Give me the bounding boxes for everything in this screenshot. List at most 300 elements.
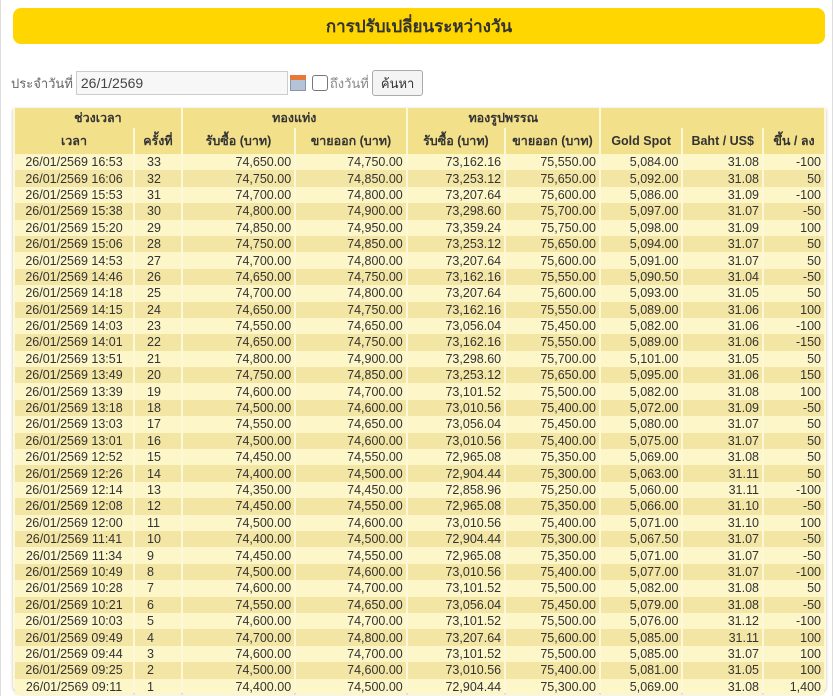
table-row: [15, 449, 824, 465]
cell-baht-usd: 31.06: [683, 302, 762, 318]
cell-change: 100: [764, 515, 824, 531]
cell-round: 5: [135, 613, 181, 629]
cell-bar-buy: 74,800.00: [183, 351, 294, 367]
table-row: [15, 531, 824, 547]
table-row: [15, 416, 824, 432]
cell-jewelry-buy: 73,010.56: [408, 400, 504, 416]
cell-change: -100: [764, 613, 824, 629]
cell-gold-spot: 5,084.00: [601, 154, 682, 170]
group-header-period: ช่วงเวลา: [15, 108, 181, 128]
cell-bar-sell: 74,450.00: [296, 482, 406, 498]
cell-jewelry-buy: 72,904.44: [408, 465, 504, 481]
cell-gold-spot: 5,085.00: [601, 646, 682, 662]
col-header-jewelry-buy: รับซื้อ (บาท): [408, 128, 504, 154]
cell-time: 26/01/2569 10:03: [15, 613, 133, 629]
cell-jewelry-sell: 75,500.00: [506, 383, 599, 399]
table-row: [15, 547, 824, 563]
table-row: [15, 564, 824, 580]
cell-round: 2: [135, 662, 181, 678]
cell-round: 22: [135, 334, 181, 350]
cell-jewelry-sell: 75,400.00: [506, 564, 599, 580]
cell-bar-buy: 74,750.00: [183, 236, 294, 252]
cell-jewelry-buy: 72,904.44: [408, 531, 504, 547]
cell-baht-usd: 31.08: [683, 679, 762, 695]
cell-time: 26/01/2569 14:46: [15, 269, 133, 285]
cell-jewelry-buy: 73,162.16: [408, 302, 504, 318]
cell-bar-sell: 74,600.00: [296, 400, 406, 416]
table-row: [15, 187, 824, 203]
cell-jewelry-buy: 72,965.08: [408, 498, 504, 514]
cell-jewelry-buy: 73,207.64: [408, 285, 504, 301]
cell-bar-sell: 74,950.00: [296, 220, 406, 236]
cell-bar-sell: 74,600.00: [296, 433, 406, 449]
cell-round: 33: [135, 154, 181, 170]
cell-bar-buy: 74,450.00: [183, 449, 294, 465]
cell-baht-usd: 31.05: [683, 285, 762, 301]
cell-bar-sell: 74,500.00: [296, 531, 406, 547]
cell-bar-sell: 74,800.00: [296, 252, 406, 268]
cell-jewelry-buy: 73,010.56: [408, 564, 504, 580]
cell-bar-buy: 74,500.00: [183, 515, 294, 531]
cell-round: 16: [135, 433, 181, 449]
cell-time: 26/01/2569 15:20: [15, 220, 133, 236]
cell-gold-spot: 5,075.00: [601, 433, 682, 449]
cell-jewelry-sell: 75,750.00: [506, 220, 599, 236]
cell-jewelry-sell: 75,700.00: [506, 351, 599, 367]
cell-baht-usd: 31.11: [683, 465, 762, 481]
cell-change: -100: [764, 187, 824, 203]
cell-bar-buy: 74,400.00: [183, 465, 294, 481]
cell-bar-sell: 74,550.00: [296, 547, 406, 563]
cell-round: 30: [135, 203, 181, 219]
cell-change: -50: [764, 400, 824, 416]
cell-time: 26/01/2569 09:25: [15, 662, 133, 678]
cell-bar-buy: 74,500.00: [183, 662, 294, 678]
cell-gold-spot: 5,082.00: [601, 318, 682, 334]
col-header-bar-buy: รับซื้อ (บาท): [183, 128, 294, 154]
cell-time: 26/01/2569 15:53: [15, 187, 133, 203]
table-row: [15, 679, 824, 695]
table-row: [15, 302, 824, 318]
cell-jewelry-sell: 75,500.00: [506, 613, 599, 629]
cell-round: 23: [135, 318, 181, 334]
cell-gold-spot: 5,095.00: [601, 367, 682, 383]
cell-jewelry-buy: 73,010.56: [408, 515, 504, 531]
cell-time: 26/01/2569 09:49: [15, 629, 133, 645]
col-header-gold-spot: Gold Spot: [601, 128, 682, 154]
cell-gold-spot: 5,092.00: [601, 170, 682, 186]
table-row: [15, 220, 824, 236]
cell-gold-spot: 5,097.00: [601, 203, 682, 219]
cell-change: 1,400: [764, 679, 824, 695]
cell-change: -50: [764, 547, 824, 563]
cell-jewelry-buy: 73,162.16: [408, 154, 504, 170]
table-row: [15, 351, 824, 367]
cell-change: 50: [764, 580, 824, 596]
cell-jewelry-buy: 73,056.04: [408, 416, 504, 432]
cell-bar-sell: 74,700.00: [296, 646, 406, 662]
group-header-gold-jewelry: ทองรูปพรรณ: [408, 108, 599, 128]
cell-bar-buy: 74,700.00: [183, 187, 294, 203]
cell-jewelry-sell: 75,400.00: [506, 662, 599, 678]
cell-gold-spot: 5,060.00: [601, 482, 682, 498]
table-row: [15, 285, 824, 301]
cell-gold-spot: 5,069.00: [601, 679, 682, 695]
cell-bar-buy: 74,500.00: [183, 433, 294, 449]
cell-change: 100: [764, 646, 824, 662]
table-row: [15, 613, 824, 629]
cell-bar-sell: 74,900.00: [296, 203, 406, 219]
cell-change: 50: [764, 351, 824, 367]
cell-bar-buy: 74,350.00: [183, 482, 294, 498]
table-row: [15, 580, 824, 596]
cell-bar-buy: 74,800.00: [183, 203, 294, 219]
cell-jewelry-sell: 75,300.00: [506, 465, 599, 481]
cell-jewelry-buy: 73,056.04: [408, 318, 504, 334]
cell-gold-spot: 5,080.00: [601, 416, 682, 432]
cell-time: 26/01/2569 10:21: [15, 597, 133, 613]
cell-change: 50: [764, 252, 824, 268]
cell-jewelry-buy: 72,965.08: [408, 547, 504, 563]
cell-baht-usd: 31.07: [683, 433, 762, 449]
cell-jewelry-buy: 73,056.04: [408, 597, 504, 613]
cell-jewelry-buy: 73,010.56: [408, 662, 504, 678]
cell-bar-buy: 74,650.00: [183, 334, 294, 350]
cell-baht-usd: 31.08: [683, 154, 762, 170]
cell-bar-sell: 74,850.00: [296, 236, 406, 252]
cell-gold-spot: 5,079.00: [601, 597, 682, 613]
cell-baht-usd: 31.10: [683, 515, 762, 531]
cell-jewelry-sell: 75,400.00: [506, 433, 599, 449]
table-row: [15, 154, 824, 170]
page-title: [13, 8, 825, 44]
cell-jewelry-sell: 75,400.00: [506, 400, 599, 416]
cell-bar-buy: 74,650.00: [183, 154, 294, 170]
cell-change: -100: [764, 482, 824, 498]
cell-jewelry-sell: 75,500.00: [506, 580, 599, 596]
cell-bar-sell: 74,600.00: [296, 515, 406, 531]
cell-bar-sell: 74,550.00: [296, 449, 406, 465]
cell-bar-buy: 74,600.00: [183, 613, 294, 629]
cell-gold-spot: 5,089.00: [601, 302, 682, 318]
cell-change: 50: [764, 449, 824, 465]
cell-change: 50: [764, 416, 824, 432]
cell-baht-usd: 31.06: [683, 367, 762, 383]
cell-time: 26/01/2569 13:01: [15, 433, 133, 449]
cell-jewelry-buy: 73,207.64: [408, 252, 504, 268]
col-header-bar-sell: ขายออก (บาท): [296, 128, 406, 154]
cell-baht-usd: 31.07: [683, 646, 762, 662]
cell-change: -50: [764, 203, 824, 219]
cell-round: 1: [135, 679, 181, 695]
cell-bar-buy: 74,700.00: [183, 252, 294, 268]
cell-baht-usd: 31.08: [683, 383, 762, 399]
cell-round: 13: [135, 482, 181, 498]
cell-round: 11: [135, 515, 181, 531]
cell-bar-buy: 74,750.00: [183, 367, 294, 383]
cell-change: -50: [764, 531, 824, 547]
cell-time: 26/01/2569 14:03: [15, 318, 133, 334]
cell-bar-buy: 74,650.00: [183, 302, 294, 318]
cell-time: 26/01/2569 15:38: [15, 203, 133, 219]
cell-bar-sell: 74,650.00: [296, 318, 406, 334]
cell-baht-usd: 31.10: [683, 498, 762, 514]
cell-jewelry-buy: 73,298.60: [408, 351, 504, 367]
cell-bar-buy: 74,600.00: [183, 383, 294, 399]
cell-bar-sell: 74,800.00: [296, 187, 406, 203]
group-header-blank: [601, 108, 824, 128]
cell-round: 15: [135, 449, 181, 465]
cell-jewelry-sell: 75,500.00: [506, 646, 599, 662]
cell-change: -150: [764, 334, 824, 350]
cell-bar-buy: 74,500.00: [183, 400, 294, 416]
to-date-checkbox[interactable]: [312, 75, 328, 91]
cell-baht-usd: 31.07: [683, 236, 762, 252]
date-input[interactable]: [76, 71, 288, 95]
cell-gold-spot: 5,077.00: [601, 564, 682, 580]
cell-change: -50: [764, 269, 824, 285]
cell-time: 26/01/2569 13:18: [15, 400, 133, 416]
cell-round: 19: [135, 383, 181, 399]
table-row: [15, 646, 824, 662]
cell-time: 26/01/2569 10:49: [15, 564, 133, 580]
table-row: [15, 433, 824, 449]
cell-round: 17: [135, 416, 181, 432]
cell-jewelry-buy: 73,253.12: [408, 236, 504, 252]
cell-gold-spot: 5,081.00: [601, 662, 682, 678]
cell-bar-sell: 74,650.00: [296, 597, 406, 613]
cell-time: 26/01/2569 14:01: [15, 334, 133, 350]
cell-bar-sell: 74,600.00: [296, 662, 406, 678]
cell-round: 3: [135, 646, 181, 662]
cell-bar-buy: 74,750.00: [183, 170, 294, 186]
cell-time: 26/01/2569 10:28: [15, 580, 133, 596]
cell-jewelry-sell: 75,650.00: [506, 170, 599, 186]
cell-round: 6: [135, 597, 181, 613]
cell-bar-sell: 74,800.00: [296, 629, 406, 645]
cell-jewelry-buy: 73,253.12: [408, 367, 504, 383]
cell-jewelry-buy: 73,298.60: [408, 203, 504, 219]
cell-baht-usd: 31.05: [683, 351, 762, 367]
cell-gold-spot: 5,072.00: [601, 400, 682, 416]
cell-bar-buy: 74,850.00: [183, 220, 294, 236]
cell-time: 26/01/2569 13:03: [15, 416, 133, 432]
table-row: [15, 269, 824, 285]
cell-round: 10: [135, 531, 181, 547]
cell-gold-spot: 5,082.00: [601, 383, 682, 399]
cell-jewelry-buy: 73,207.64: [408, 187, 504, 203]
table-row: [15, 498, 824, 514]
cell-bar-sell: 74,900.00: [296, 351, 406, 367]
table-row: [15, 400, 824, 416]
cell-baht-usd: 31.06: [683, 334, 762, 350]
cell-gold-spot: 5,101.00: [601, 351, 682, 367]
cell-baht-usd: 31.05: [683, 662, 762, 678]
cell-baht-usd: 31.11: [683, 629, 762, 645]
cell-bar-buy: 74,700.00: [183, 285, 294, 301]
cell-bar-sell: 74,850.00: [296, 170, 406, 186]
cell-change: 50: [764, 465, 824, 481]
cell-gold-spot: 5,094.00: [601, 236, 682, 252]
cell-time: 26/01/2569 12:14: [15, 482, 133, 498]
cell-jewelry-sell: 75,700.00: [506, 203, 599, 219]
cell-jewelry-buy: 73,101.52: [408, 646, 504, 662]
cell-bar-sell: 74,550.00: [296, 498, 406, 514]
cell-gold-spot: 5,085.00: [601, 629, 682, 645]
cell-jewelry-sell: 75,450.00: [506, 416, 599, 432]
cell-jewelry-sell: 75,350.00: [506, 547, 599, 563]
cell-bar-sell: 74,850.00: [296, 367, 406, 383]
cell-bar-sell: 74,750.00: [296, 334, 406, 350]
cell-change: 50: [764, 236, 824, 252]
cell-bar-sell: 74,750.00: [296, 154, 406, 170]
cell-gold-spot: 5,071.00: [601, 515, 682, 531]
cell-change: -100: [764, 318, 824, 334]
cell-baht-usd: 31.09: [683, 187, 762, 203]
cell-change: -50: [764, 498, 824, 514]
cell-baht-usd: 31.07: [683, 531, 762, 547]
cell-jewelry-sell: 75,650.00: [506, 367, 599, 383]
cell-round: 28: [135, 236, 181, 252]
cell-bar-sell: 74,600.00: [296, 564, 406, 580]
cell-jewelry-buy: 72,965.08: [408, 449, 504, 465]
col-header-time: เวลา: [15, 128, 133, 154]
cell-bar-sell: 74,500.00: [296, 679, 406, 695]
cell-bar-buy: 74,450.00: [183, 498, 294, 514]
cell-round: 14: [135, 465, 181, 481]
cell-jewelry-sell: 75,450.00: [506, 318, 599, 334]
cell-bar-sell: 74,650.00: [296, 416, 406, 432]
cell-jewelry-buy: 73,162.16: [408, 269, 504, 285]
cell-baht-usd: 31.08: [683, 449, 762, 465]
cell-jewelry-sell: 75,350.00: [506, 449, 599, 465]
cell-baht-usd: 31.07: [683, 564, 762, 580]
cell-change: 100: [764, 383, 824, 399]
col-header-jewelry-sell: ขายออก (บาท): [506, 128, 599, 154]
cell-jewelry-buy: 73,101.52: [408, 613, 504, 629]
cell-bar-sell: 74,700.00: [296, 383, 406, 399]
cell-change: 100: [764, 302, 824, 318]
table-row: [15, 236, 824, 252]
cell-jewelry-sell: 75,550.00: [506, 154, 599, 170]
cell-bar-sell: 74,750.00: [296, 302, 406, 318]
cell-bar-sell: 74,700.00: [296, 613, 406, 629]
table-row: [15, 318, 824, 334]
table-row: [15, 597, 824, 613]
cell-baht-usd: 31.08: [683, 597, 762, 613]
cell-time: 26/01/2569 11:41: [15, 531, 133, 547]
cell-baht-usd: 31.06: [683, 318, 762, 334]
cell-round: 25: [135, 285, 181, 301]
cell-round: 4: [135, 629, 181, 645]
cell-jewelry-sell: 75,400.00: [506, 515, 599, 531]
cell-jewelry-sell: 75,650.00: [506, 236, 599, 252]
cell-baht-usd: 31.09: [683, 400, 762, 416]
cell-time: 26/01/2569 12:52: [15, 449, 133, 465]
cell-jewelry-sell: 75,550.00: [506, 302, 599, 318]
table-row: [15, 465, 824, 481]
cell-round: 32: [135, 170, 181, 186]
cell-bar-buy: 74,600.00: [183, 580, 294, 596]
cell-baht-usd: 31.07: [683, 547, 762, 563]
cell-baht-usd: 31.04: [683, 269, 762, 285]
cell-bar-sell: 74,500.00: [296, 465, 406, 481]
cell-change: -100: [764, 564, 824, 580]
cell-gold-spot: 5,069.00: [601, 449, 682, 465]
cell-jewelry-buy: 72,904.44: [408, 679, 504, 695]
search-button[interactable]: ค้นหา: [372, 70, 423, 96]
cell-jewelry-buy: 73,101.52: [408, 580, 504, 596]
calendar-icon[interactable]: [290, 75, 306, 91]
cell-time: 26/01/2569 14:53: [15, 252, 133, 268]
cell-round: 8: [135, 564, 181, 580]
cell-time: 26/01/2569 12:08: [15, 498, 133, 514]
cell-bar-buy: 74,400.00: [183, 679, 294, 695]
cell-baht-usd: 31.08: [683, 170, 762, 186]
cell-jewelry-buy: 73,101.52: [408, 383, 504, 399]
cell-bar-buy: 74,700.00: [183, 629, 294, 645]
cell-jewelry-sell: 75,450.00: [506, 597, 599, 613]
cell-round: 26: [135, 269, 181, 285]
cell-bar-buy: 74,400.00: [183, 531, 294, 547]
cell-baht-usd: 31.07: [683, 416, 762, 432]
cell-round: 20: [135, 367, 181, 383]
cell-jewelry-sell: 75,300.00: [506, 679, 599, 695]
cell-time: 26/01/2569 09:11: [15, 679, 133, 695]
price-table-container: [13, 108, 826, 693]
cell-change: 100: [764, 629, 824, 645]
cell-change: 100: [764, 662, 824, 678]
cell-jewelry-sell: 75,600.00: [506, 187, 599, 203]
table-row: [15, 252, 824, 268]
cell-jewelry-buy: 73,253.12: [408, 170, 504, 186]
group-header-gold-bar: ทองแท่ง: [183, 108, 406, 128]
cell-time: 26/01/2569 12:26: [15, 465, 133, 481]
table-row: [15, 662, 824, 678]
cell-bar-buy: 74,500.00: [183, 564, 294, 580]
cell-jewelry-buy: 73,359.24: [408, 220, 504, 236]
cell-gold-spot: 5,093.00: [601, 285, 682, 301]
table-row: [15, 482, 824, 498]
cell-baht-usd: 31.07: [683, 203, 762, 219]
cell-change: 50: [764, 285, 824, 301]
cell-round: 27: [135, 252, 181, 268]
table-row: [15, 334, 824, 350]
table-row: [15, 629, 824, 645]
cell-change: 50: [764, 433, 824, 449]
cell-gold-spot: 5,091.00: [601, 252, 682, 268]
cell-gold-spot: 5,090.50: [601, 269, 682, 285]
cell-baht-usd: 31.12: [683, 613, 762, 629]
table-row: [15, 367, 824, 383]
cell-bar-sell: 74,700.00: [296, 580, 406, 596]
cell-time: 26/01/2569 11:34: [15, 547, 133, 563]
cell-change: 150: [764, 367, 824, 383]
cell-jewelry-sell: 75,600.00: [506, 629, 599, 645]
cell-baht-usd: 31.09: [683, 220, 762, 236]
cell-change: -100: [764, 154, 824, 170]
cell-jewelry-sell: 75,300.00: [506, 531, 599, 547]
table-body: [15, 154, 824, 695]
table-row: [15, 203, 824, 219]
cell-round: 31: [135, 187, 181, 203]
cell-baht-usd: 31.11: [683, 482, 762, 498]
cell-gold-spot: 5,076.00: [601, 613, 682, 629]
cell-gold-spot: 5,086.00: [601, 187, 682, 203]
cell-round: 29: [135, 220, 181, 236]
cell-bar-buy: 74,600.00: [183, 646, 294, 662]
cell-time: 26/01/2569 14:15: [15, 302, 133, 318]
